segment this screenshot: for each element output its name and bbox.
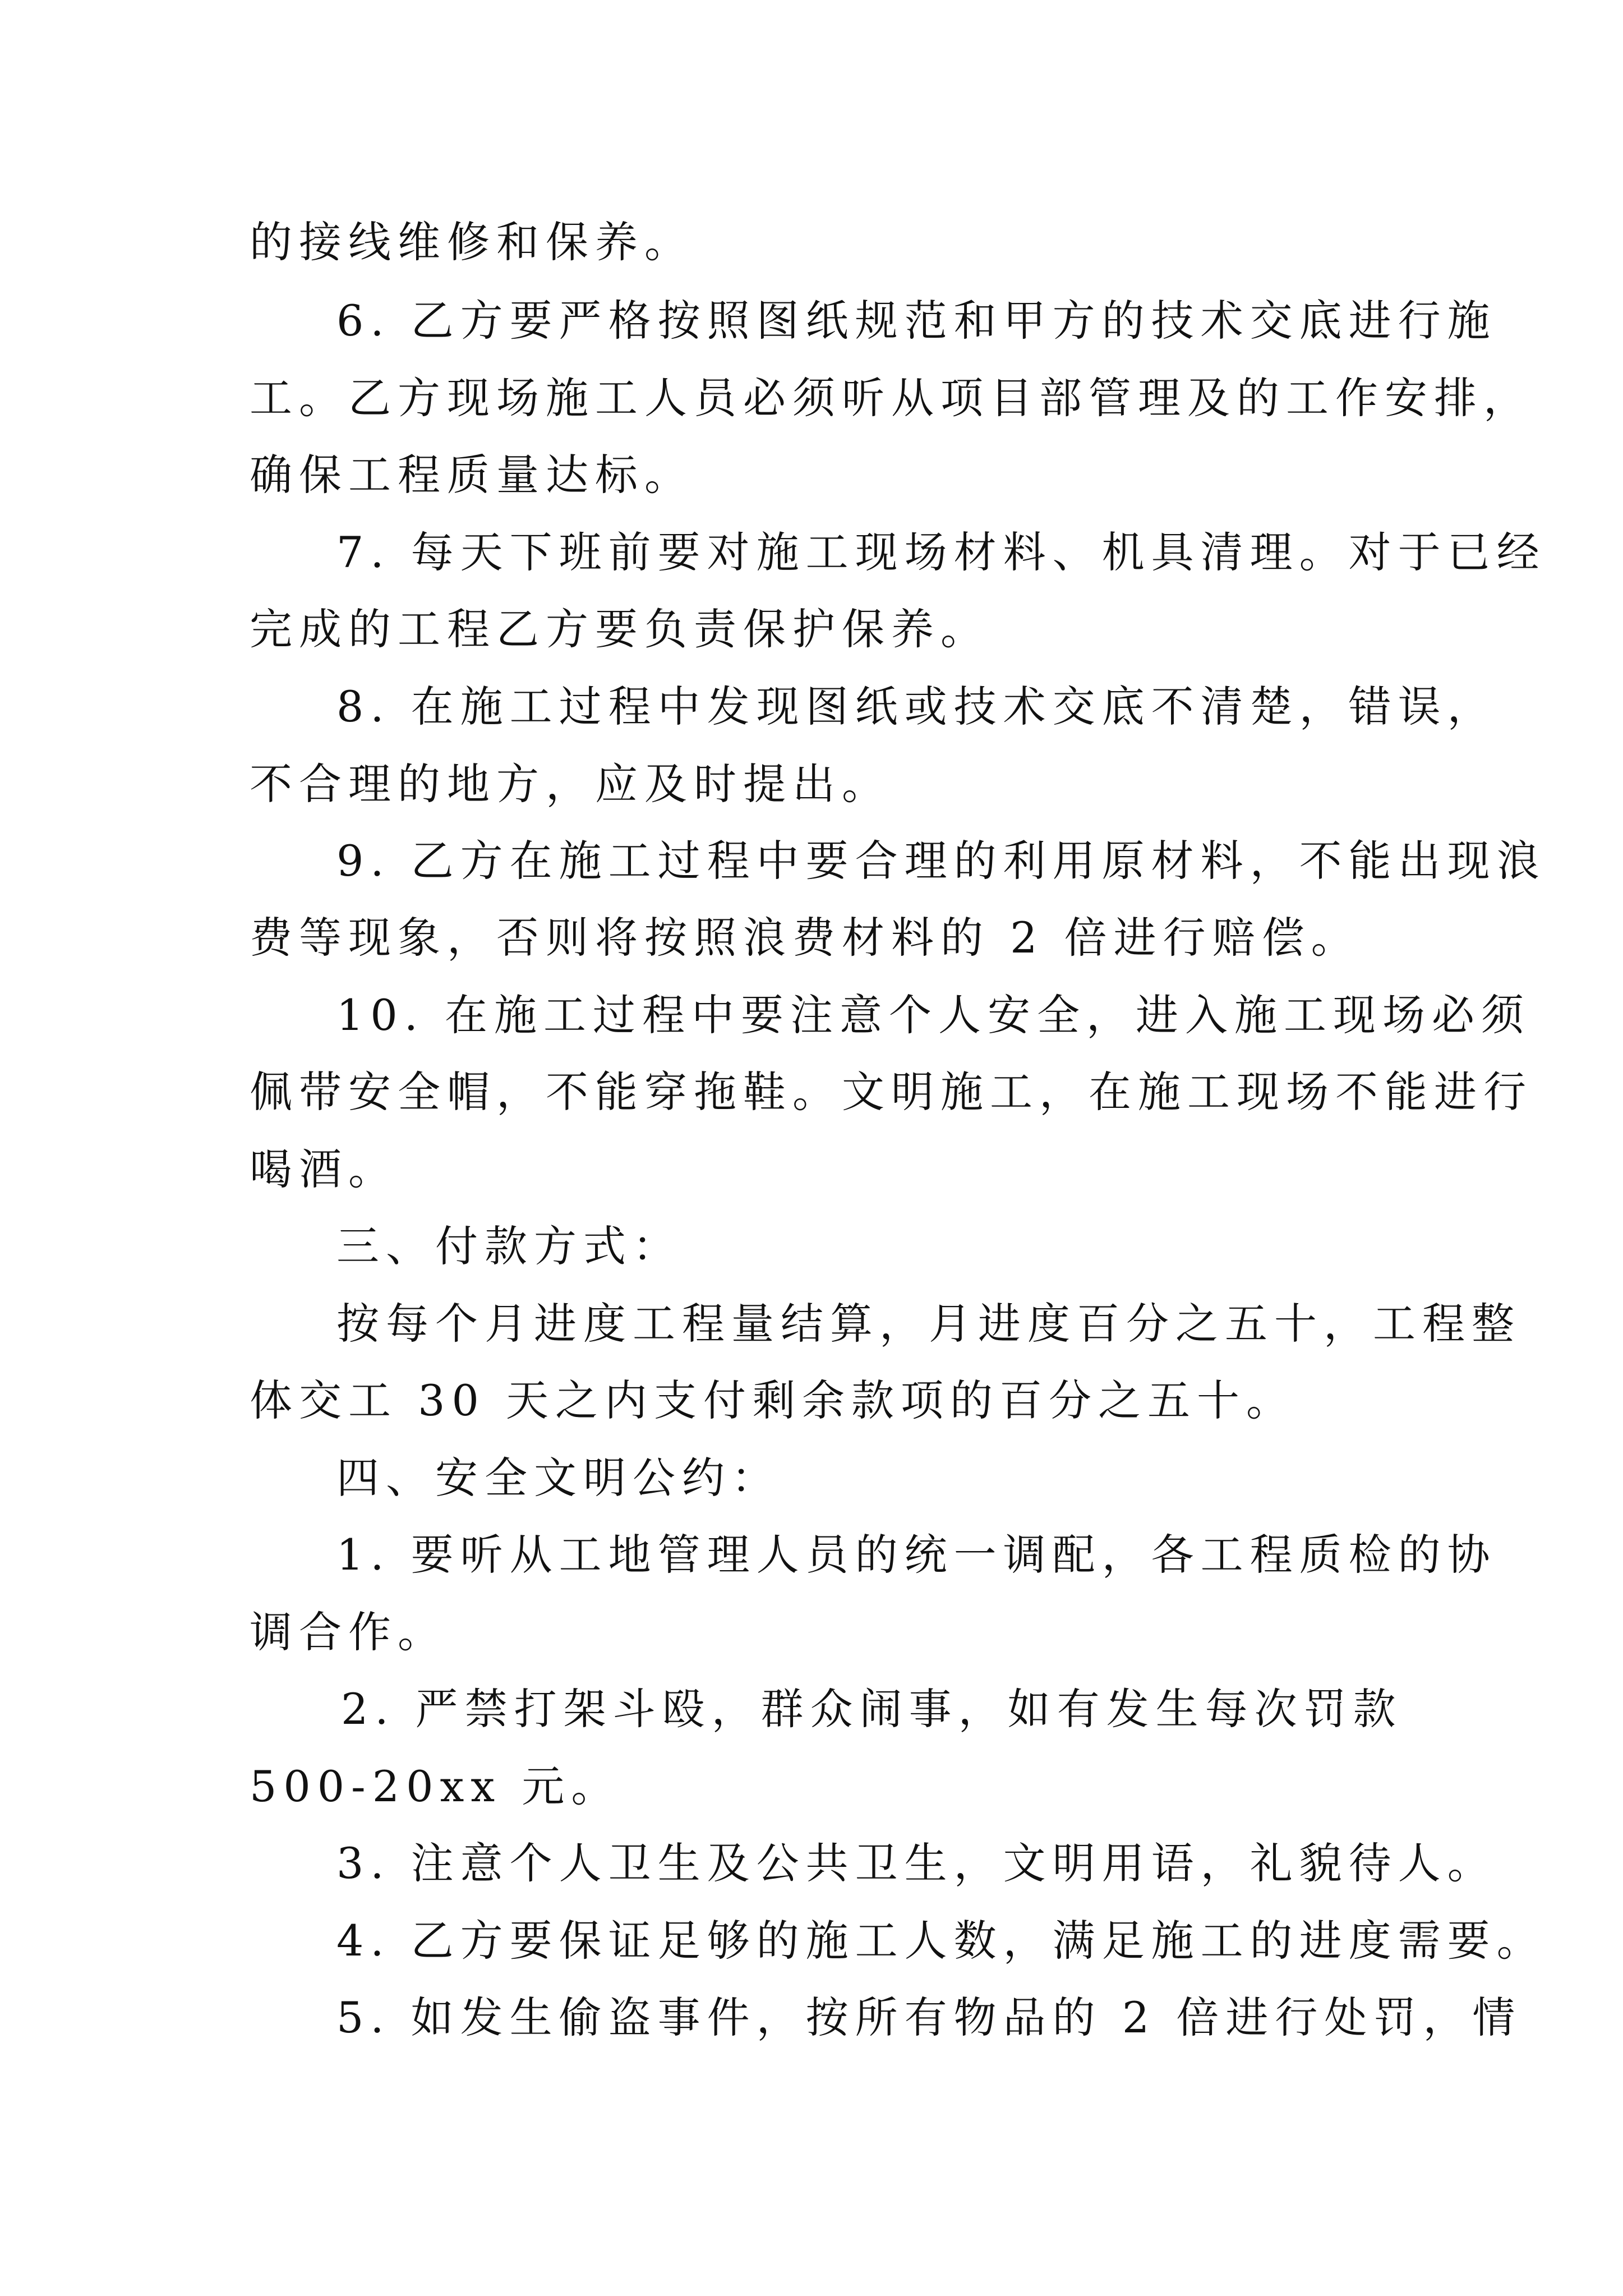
text-line: 8. 在施工过程中发现图纸或技术交底不清楚，错误， xyxy=(336,682,1497,731)
text-line: 9. 乙方在施工过程中要合理的利用原材料，不能出现浪 xyxy=(336,836,1546,886)
text-line: 6. 乙方要严格按照图纸规范和甲方的技术交底进行施 xyxy=(336,296,1497,346)
text-line: 不合理的地方，应及时提出。 xyxy=(250,759,891,809)
text-line: 工。乙方现场施工人员必须听从项目部管理及的工作安排， xyxy=(250,373,1533,423)
text-line: 佩带安全帽，不能穿拖鞋。文明施工，在施工现场不能进行 xyxy=(250,1067,1533,1117)
section-heading: 四、安全文明公约： xyxy=(336,1453,781,1503)
text-line: 喝酒。 xyxy=(250,1144,398,1194)
section-heading: 三、付款方式： xyxy=(336,1221,682,1271)
text-line: 体交工 30 天之内支付剩余款项的百分之五十。 xyxy=(250,1375,1296,1425)
text-line: 完成的工程乙方要负责保护保养。 xyxy=(250,604,990,654)
text-line: 7. 每天下班前要对施工现场材料、机具清理。对于已经 xyxy=(336,527,1546,577)
text-line: 4. 乙方要保证足够的施工人数，满足施工的进度需要。 xyxy=(336,1916,1546,1966)
text-line: 2. 严禁打架斗殴，群众闹事，如有发生每次罚款 xyxy=(341,1684,1403,1734)
text-line: 的接线维修和保养。 xyxy=(250,217,694,267)
text-line: 3. 注意个人卫生及公共卫生，文明用语，礼貌待人。 xyxy=(336,1838,1497,1888)
text-line: 费等现象，否则将按照浪费材料的 2 倍进行赔偿。 xyxy=(250,913,1361,963)
text-line: 确保工程质量达标。 xyxy=(250,450,694,500)
text-line: 500-20xx 元。 xyxy=(250,1761,621,1811)
text-line: 10. 在施工过程中要注意个人安全，进入施工现场必须 xyxy=(336,990,1531,1040)
text-line: 按每个月进度工程量结算，月进度百分之五十，工程整 xyxy=(336,1299,1521,1349)
text-line: 1. 要听从工地管理人员的统一调配，各工程质检的协 xyxy=(336,1530,1497,1580)
text-line: 调合作。 xyxy=(250,1607,447,1657)
text-line: 5. 如发生偷盗事件，按所有物品的 2 倍进行处罚，情 xyxy=(336,1993,1522,2042)
